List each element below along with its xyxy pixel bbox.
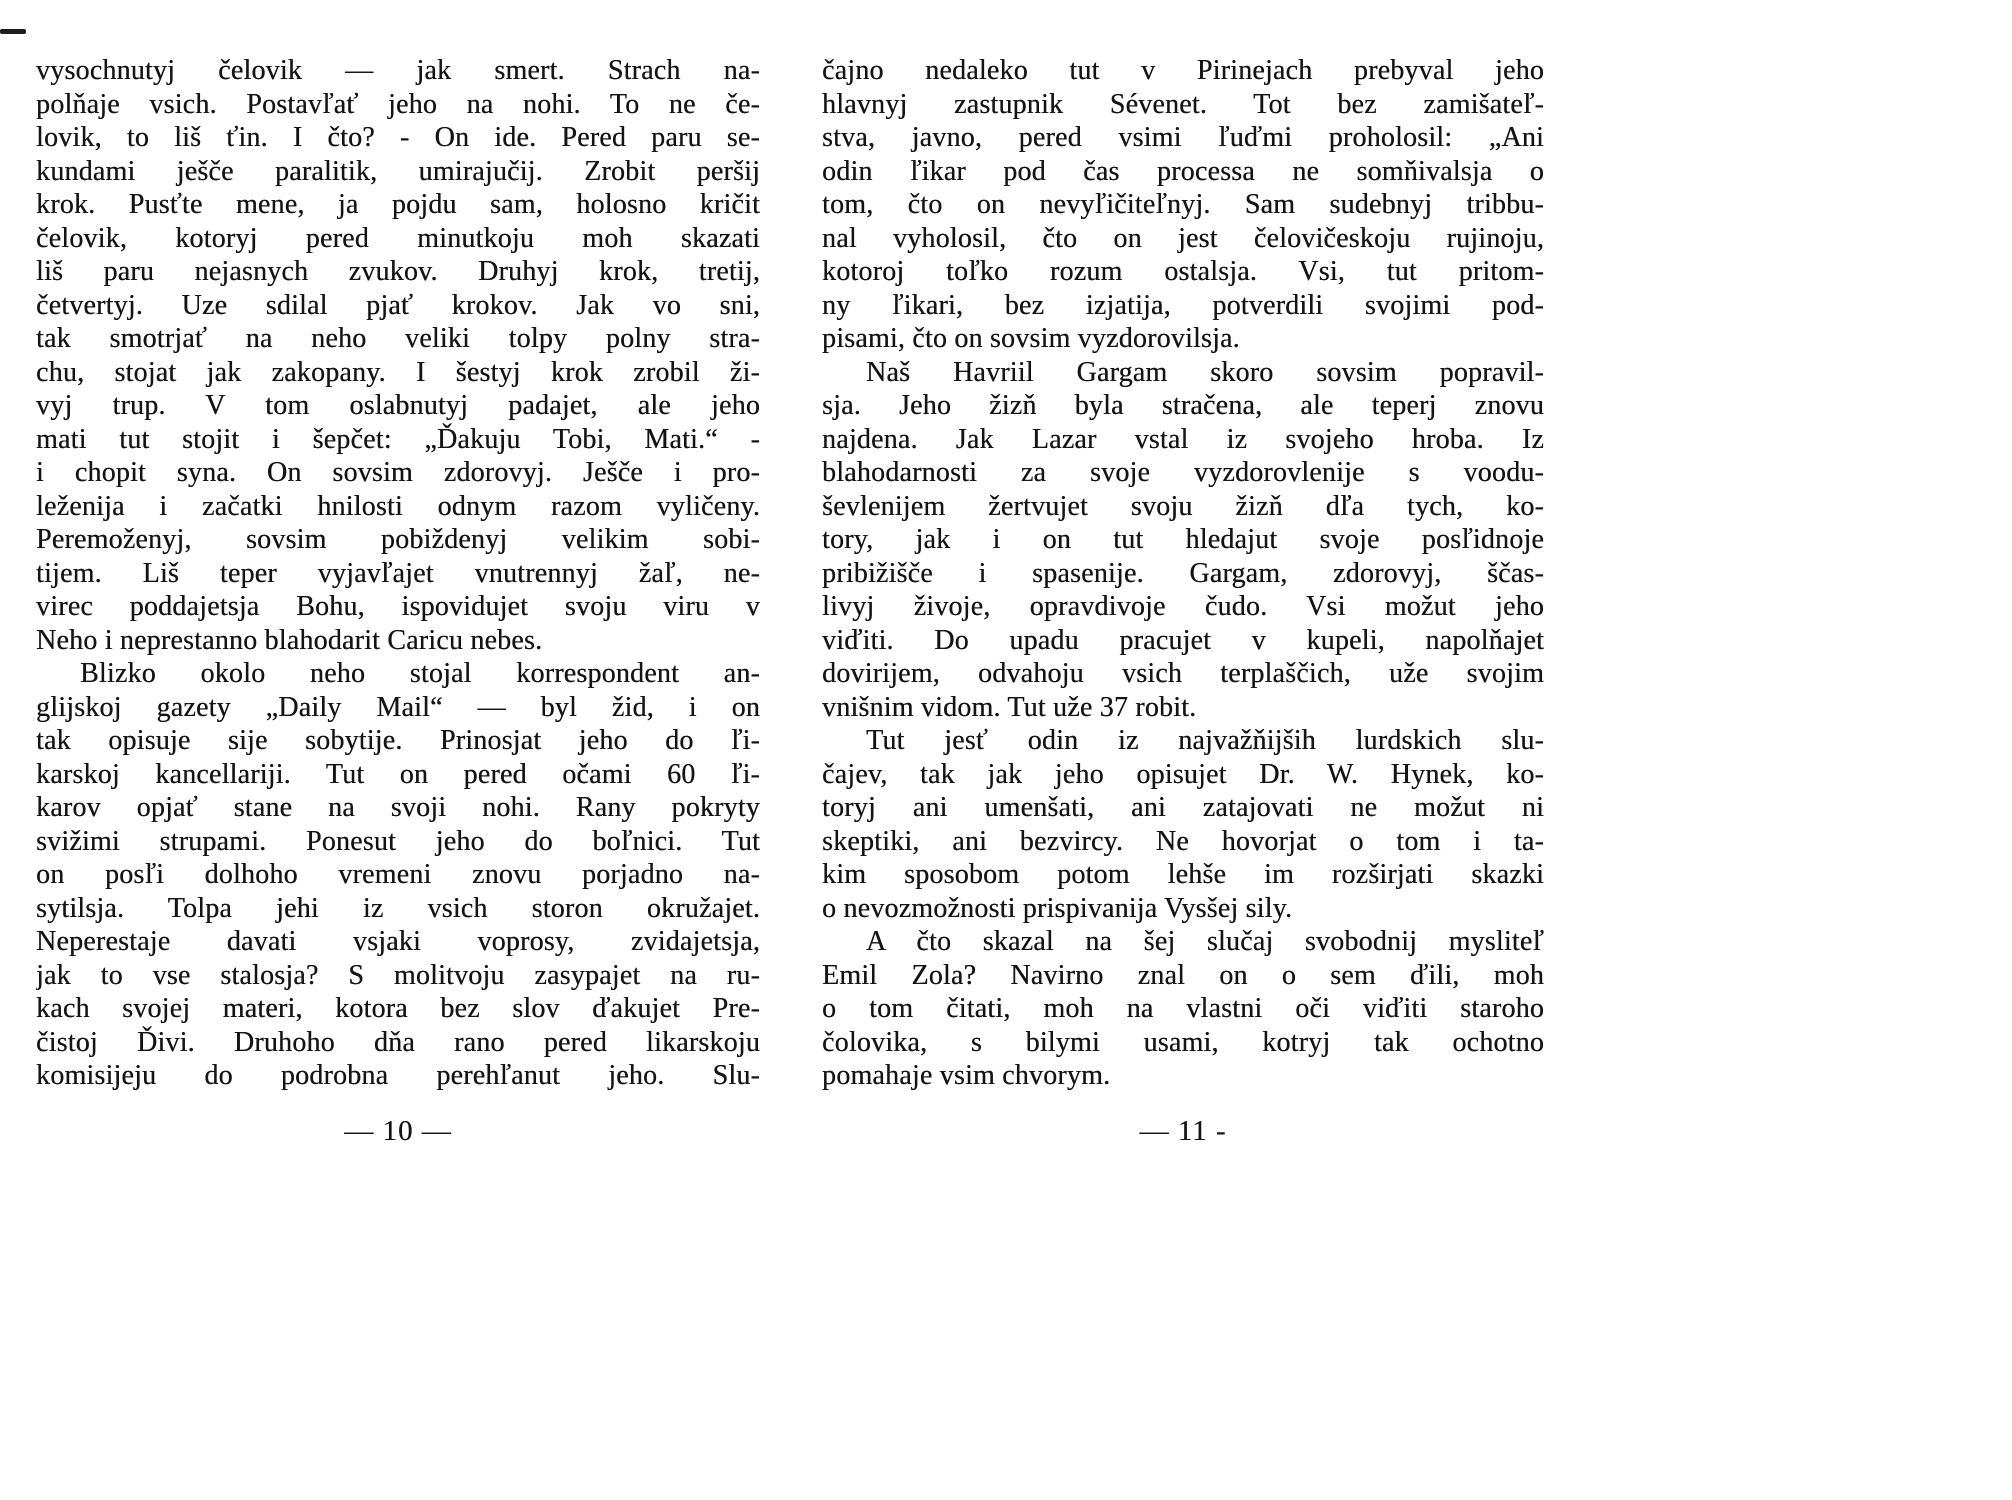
text-line: kotoroj toľko rozum ostalsja. Vsi, tut pritom- <box>822 256 1544 287</box>
text-line: sja. Jeho žizň byla stračena, ale teperj znovu <box>822 390 1544 421</box>
text-line: tak opisuje sije sobytije. Prinosjat jeho do ľi- <box>36 725 760 756</box>
text-line: virec poddajetsja Bohu, ispovidujet svoju viru v <box>36 591 760 622</box>
text-line: livyj živoje, opravdivoje čudo. Vsi možut jeho <box>822 591 1544 622</box>
text-line: jak to vse stalosja? S molitvoju zasypajet na ru- <box>36 959 760 991</box>
text-line: liš paru nejasnych zvukov. Druhyj krok, tretij, <box>36 256 760 287</box>
text-line: komisijeju do podrobna perehľanut jeho. Slu- <box>36 1060 760 1091</box>
text-line: Emil Zola? Navirno znal on o sem ďili, moh <box>822 959 1544 991</box>
text-line: nal vyholosil, čto on jest čelovičeskoju rujinoju, <box>822 222 1544 254</box>
text-line: tak smotrjať na neho veliki tolpy polny stra- <box>36 323 760 354</box>
text-line: čelovik, kotoryj pered minutkoju moh skazati <box>36 222 760 254</box>
text-line: vnišnim vidom. Tut uže 37 robit. <box>822 691 1197 723</box>
text-line: sytilsja. Tolpa jehi iz vsich storon okružajet. <box>36 892 760 924</box>
text-line: polňaje vsich. Postavľať jeho na nohi. To ne če- <box>36 88 760 120</box>
page-left-number: — 10 — <box>344 1114 452 1147</box>
text-line: pisami, čto on sovsim vyzdorovilsja. <box>822 323 1240 354</box>
text-line: svižimi strupami. Ponesut jeho do boľnici. Tut <box>36 825 760 857</box>
text-line: tory, jak i on tut hledajut svoje posľidnoje <box>822 524 1544 555</box>
text-line: čistoj Ďivi. Druhoho dňa rano pered likarskoju <box>36 1026 760 1058</box>
text-line: on posľi dolhoho vremeni znovu porjadno na- <box>36 859 760 890</box>
text-line: Tut jesť odin iz najvažňijših lurdskich slu- <box>866 725 1544 756</box>
text-line: karskoj kancellariji. Tut on pered očami 60 ľi- <box>36 758 760 790</box>
text-line: o tom čitati, moh na vlastni oči viďiti staroho <box>822 993 1544 1024</box>
text-line: glijskoj gazety „Daily Mail“ — byl žid, i on <box>36 691 760 723</box>
text-line: vyj trup. V tom oslabnutyj padajet, ale jeho <box>36 390 760 421</box>
text-line: hlavnyj zastupnik Sévenet. Tot bez zamišateľ- <box>822 88 1544 120</box>
text-line: blahodarnosti za svoje vyzdorovlenije s voodu- <box>822 457 1544 488</box>
text-line: Neperestaje davati vsjaki voprosy, zvidajetsja, <box>36 926 760 957</box>
page-right-text <box>822 54 1544 1093</box>
text-line: mati tut stojit i šepčet: „Ďakuju Tobi, Mati.“ - <box>36 423 760 455</box>
text-line: čajev, tak jak jeho opisujet Dr. W. Hynek, ko- <box>822 758 1544 790</box>
text-line: Neho i neprestanno blahodarit Caricu nebes. <box>36 624 543 656</box>
text-line: najdena. Jak Lazar vstal iz svojeho hroba. Iz <box>822 423 1544 455</box>
text-line: skeptiki, ani bezvircy. Ne hovorjat o tom i ta- <box>822 825 1544 857</box>
scan-artifact-mark <box>0 29 26 34</box>
page-left-text <box>36 54 760 1093</box>
text-line: tijem. Liš teper vyjavľajet vnutrennyj žaľ, ne- <box>36 557 760 589</box>
page-left <box>36 54 760 1148</box>
text-line: krok. Pusťte mene, ja pojdu sam, holosno kričit <box>36 189 760 220</box>
text-line: A čto skazal na šej slučaj svobodnij mysliteľ <box>866 926 1544 957</box>
text-line: pomahaje vsim chvorym. <box>822 1060 1111 1091</box>
text-line: kundami ješče paralitik, umirajučij. Zrobit peršij <box>36 155 760 187</box>
text-line: leženija i začatki hnilosti odnym razom vyličeny. <box>36 490 760 522</box>
text-line: čajno nedaleko tut v Pirinejach prebyval jeho <box>822 55 1544 86</box>
text-line: ševlenijem žertvujet svoju žizň dľa tych, ko- <box>822 490 1544 522</box>
text-line: odin ľikar pod čas processa ne somňivalsja o <box>822 155 1544 187</box>
text-line: kach svojej materi, kotora bez slov ďakujet Pre- <box>36 993 760 1024</box>
page-right-number: — 11 - <box>1139 1114 1227 1147</box>
page-right <box>822 54 1544 1148</box>
text-line: chu, stojat jak zakopany. I šestyj krok zrobil ži- <box>36 356 760 388</box>
text-line: i chopit syna. On sovsim zdorovyj. Ješče i pro- <box>36 457 760 488</box>
text-line: toryj ani umenšati, ani zatajovati ne možut ni <box>822 792 1544 823</box>
text-line: viďiti. Do upadu pracujet v kupeli, napolňajet <box>822 624 1544 656</box>
text-line: vysochnutyj čelovik — jak smert. Strach na- <box>36 55 760 86</box>
text-line: karov opjať stane na svoji nohi. Rany pokryty <box>36 792 760 823</box>
text-line: kim sposobom potom lehše im rozširjati skazki <box>822 859 1544 890</box>
text-line: lovik, to liš ťin. I čto? - On ide. Pered paru se- <box>36 122 760 153</box>
text-line: čolovika, s bilymi usami, kotryj tak ochotno <box>822 1026 1544 1058</box>
text-line: o nevozmožnosti prispivanija Vysšej sily. <box>822 892 1293 924</box>
text-line: Blizko okolo neho stojal korrespondent an- <box>80 658 760 689</box>
text-line: četvertyj. Uze sdilal pjať krokov. Jak vo sni, <box>36 289 760 321</box>
text-line: Peremoženyj, sovsim pobiždenyj velikim sobi- <box>36 524 760 555</box>
text-line: ny ľikari, bez izjatija, potverdili svojimi pod- <box>822 289 1544 321</box>
text-line: Naš Havriil Gargam skoro sovsim popravil- <box>866 356 1544 388</box>
text-line: stva, javno, pered vsimi ľuďmi proholosil: „Ani <box>822 122 1544 153</box>
text-line: pribižišče i spasenije. Gargam, zdorovyj, ščas- <box>822 557 1544 589</box>
text-line: dovirijem, odvahoju vsich terplaščich, uže svojim <box>822 658 1544 689</box>
text-line: tom, čto on nevyľičiteľnyj. Sam sudebnyj tribbu- <box>822 189 1544 220</box>
